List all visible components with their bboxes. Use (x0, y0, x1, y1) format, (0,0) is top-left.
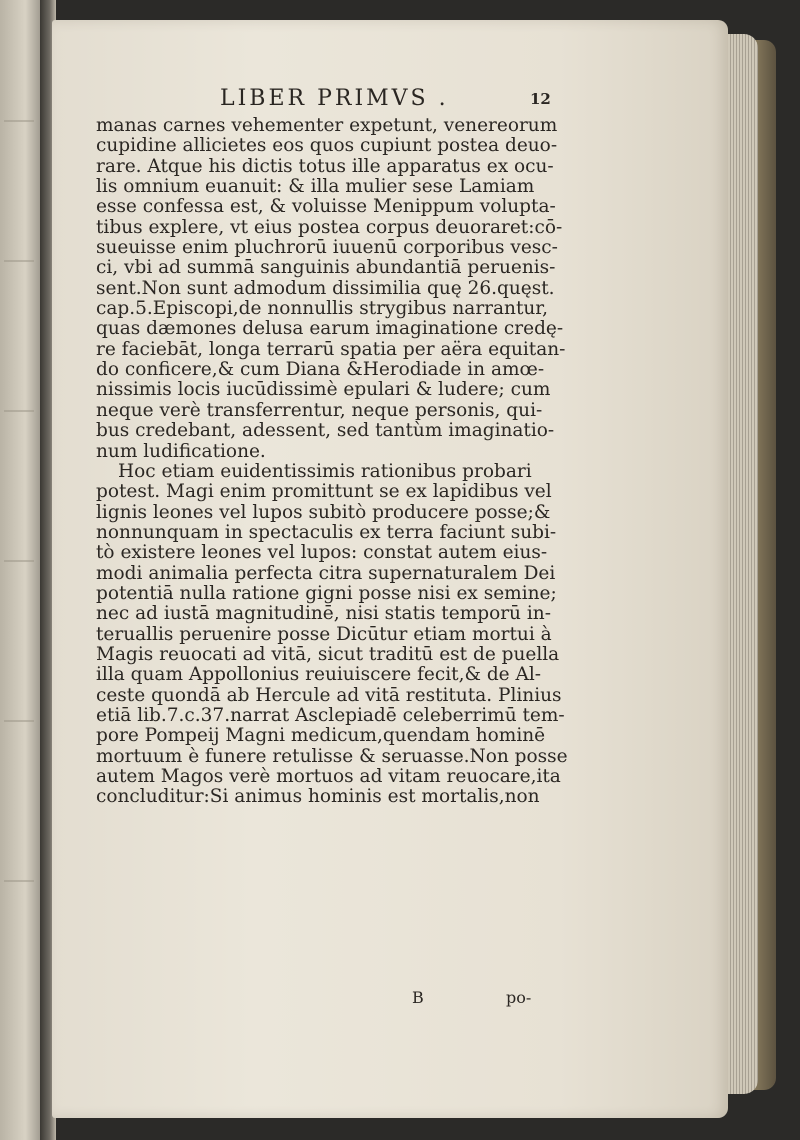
text-line: potest. Magi enim promittunt se ex lapidibus vel (96, 481, 552, 503)
text-line: nissimis locis iucūdissimè epulari & ludere; cum (96, 379, 551, 401)
text-line: cap.5.Episcopi,de nonnullis strygibus narrantur, (96, 298, 548, 320)
text-line: mortuum è funere retulisse & seruasse.Non posse (96, 745, 568, 767)
text-line: manas carnes vehementer expetunt, venereorum (96, 115, 558, 136)
text-line: rare. Atque his dictis totus ille apparatus ex ocu- (96, 155, 554, 177)
text-line: nonnunquam in spectaculis ex terra faciunt subi- (96, 521, 557, 543)
page-number: 12 (530, 90, 551, 108)
text-line: num ludificatione. (96, 440, 266, 462)
text-line: sent.Non sunt admodum dissimilia quę 26.quęst. (96, 277, 555, 299)
text-line: teruallis peruenire posse Dicūtur etiam mortui à (96, 623, 552, 645)
text-line: Magis reuocati ad vitā, sicut traditū est de puella (96, 643, 560, 665)
catchword: po- (506, 988, 532, 1007)
body-text (96, 115, 568, 808)
text-line: bus credebant, adessent, sed tantùm imaginatio- (96, 420, 555, 442)
text-line: potentiā nulla ratione gigni posse nisi ex semine; (96, 582, 557, 604)
text-line: illa quam Appollonius reuiuiscere fecit,& de Al- (96, 664, 542, 686)
text-line: ceste quondā ab Hercule ad vitā restituta. Plinius (96, 684, 562, 706)
text-line: tò existere leones vel lupos: constat autem eius- (96, 542, 548, 564)
text-line: modi animalia perfecta citra supernaturalem Dei (96, 562, 556, 584)
running-head: LIBER PRIMVS . (220, 86, 449, 111)
text-line: esse confessa est, & voluisse Menippum volupta- (96, 196, 556, 218)
text-line: neque verè transferrentur, neque personis, qui- (96, 399, 543, 421)
text-line: re faciebāt, longa terrarū spatia per aëra equitan- (96, 338, 566, 360)
text-line: autem Magos verè mortuos ad vitam reuocare,ita (96, 766, 561, 787)
text-line: etiā lib.7.c.37.narrat Asclepiadē celeberrimū tem- (96, 704, 565, 726)
text-line: ci, vbi ad summā sanguinis abundantiā peruenis- (96, 257, 556, 279)
text-line: do conficere,& cum Diana &Herodiade in amœ- (96, 359, 545, 381)
text-line: lignis leones vel lupos subitò producere posse;& (96, 501, 551, 523)
text-line: nec ad iustā magnitudinē, nisi statis temporū in- (96, 603, 551, 625)
text-line: cupidine allicietes eos quos cupiunt postea deuo- (96, 135, 558, 157)
text-line: quas dæmones delusa earum imaginatione credę- (96, 318, 564, 340)
signature-mark: B (412, 988, 424, 1007)
text-line: sueuisse enim pluchrorū iuuenū corporibus vesc- (96, 237, 558, 259)
page-footer (412, 988, 562, 1012)
paragraph-first-line: Hoc etiam euidentissimis rationibus probari (118, 460, 532, 482)
text-line: pore Pompeij Magni medicum,quendam hominē (96, 725, 546, 747)
page-header (220, 86, 560, 116)
text-line: concluditur:Si animus hominis est mortalis,non (96, 786, 540, 808)
text-line: tibus explere, vt eius postea corpus deuoraret:cō- (96, 216, 563, 238)
text-line: lis omnium euanuit: & illa mulier sese Lamiam (96, 176, 535, 198)
